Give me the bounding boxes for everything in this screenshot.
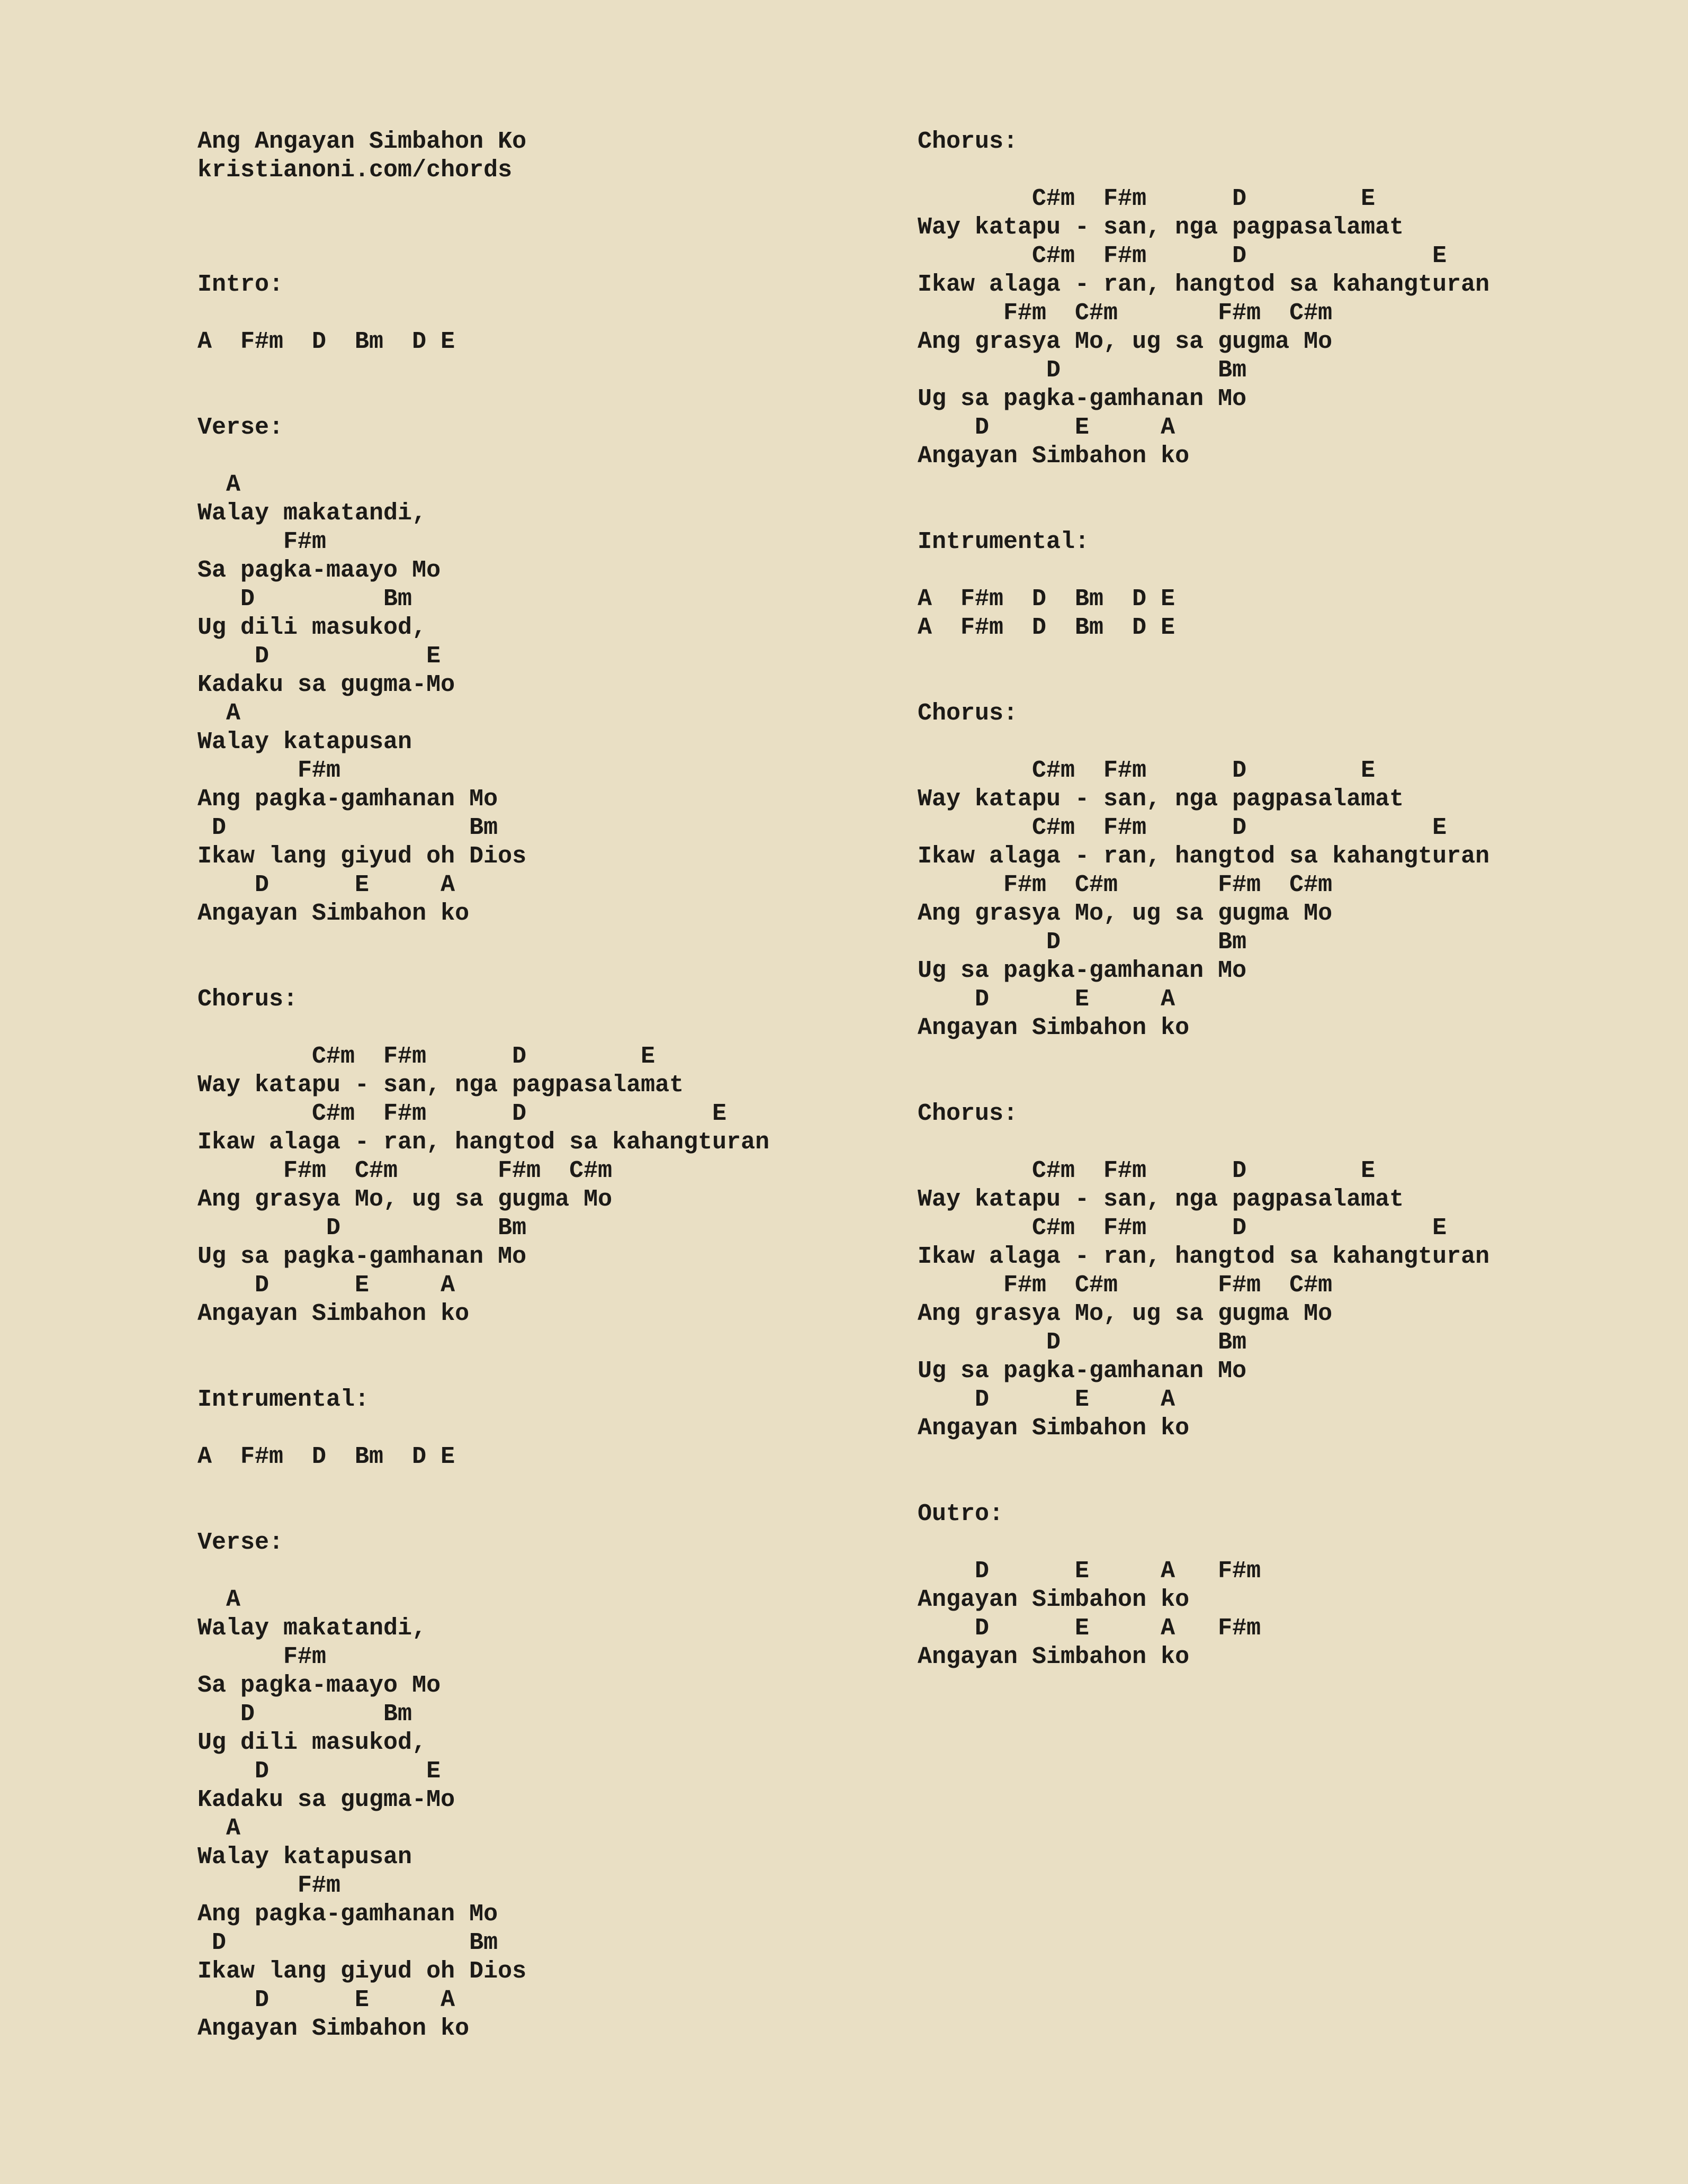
source-url: kristianoni.com/chords (197, 157, 513, 184)
chord-line: D Bm (197, 1929, 498, 1956)
lyric-line: Angayan Simbahon ko (918, 1586, 1190, 1613)
chord-line: A (197, 700, 241, 727)
lyric-line: Walay katapusan (197, 729, 412, 756)
chord-line: D Bm (197, 814, 498, 841)
lyric-line: Walay makatandi, (197, 1615, 427, 1642)
lyric-line: Ikaw alaga - ran, hangtod sa kahangturan (918, 1243, 1490, 1270)
section-heading: Verse: (197, 414, 284, 441)
chord-line: D E A (197, 1987, 455, 2014)
lyric-line: Angayan Simbahon ko (197, 1300, 470, 1327)
lyric-line: Ug dili masukod, (197, 1729, 427, 1756)
chord-line: D E (197, 643, 441, 670)
blank-line (197, 1557, 769, 1586)
lyric-line: Angayan Simbahon ko (197, 2015, 470, 2042)
chord-line: C#m F#m D E (918, 185, 1376, 212)
section-heading: Verse: (197, 1529, 284, 1556)
lyric-line: Ikaw lang giyud oh Dios (197, 843, 527, 870)
chord-line: C#m F#m D E (918, 1157, 1376, 1184)
blank-line (197, 957, 769, 985)
blank-line (197, 356, 769, 385)
blank-line (918, 728, 1489, 757)
lyric-line: Walay makatandi, (197, 500, 427, 527)
section-heading: Chorus: (918, 128, 1018, 155)
section-heading: Intrumental: (918, 528, 1090, 555)
chord-line: D Bm (197, 586, 412, 613)
lyric-line: Ikaw alaga - ran, hangtod sa kahangturan (197, 1129, 770, 1156)
lyric-line: Way katapu - san, nga pagpasalamat (918, 214, 1404, 241)
chord-line: C#m F#m D E (197, 1100, 727, 1127)
blank-line (918, 1529, 1489, 1557)
chord-line: F#m (197, 1872, 341, 1899)
lyric-line: Ang pagka-gamhanan Mo (197, 1901, 498, 1928)
blank-line (197, 1471, 769, 1500)
section-heading: Chorus: (918, 700, 1018, 727)
lyric-line: Walay katapusan (197, 1844, 412, 1871)
blank-line (197, 185, 769, 213)
lyric-line: Ug sa pagka-gamhanan Mo (918, 1358, 1247, 1385)
chord-line: D E A (197, 871, 455, 898)
lyric-line: Ug sa pagka-gamhanan Mo (918, 385, 1247, 412)
chord-line: D Bm (197, 1215, 527, 1242)
blank-line (197, 213, 769, 242)
lyric-line: Kadaku sa gugma-Mo (197, 671, 455, 698)
chord-line: C#m F#m D E (918, 757, 1376, 784)
chord-line: A (197, 1815, 241, 1842)
chord-sheet-right-column (918, 128, 1489, 1671)
blank-line (918, 642, 1489, 671)
chord-line: D Bm (918, 357, 1247, 384)
chord-line: A (197, 471, 241, 498)
chord-line: C#m F#m D E (918, 814, 1447, 841)
blank-line (918, 1443, 1489, 1471)
chord-line: C#m F#m D E (918, 1215, 1447, 1242)
lyric-line: Ug sa pagka-gamhanan Mo (918, 957, 1247, 984)
chord-line: D E (197, 1758, 441, 1785)
section-heading: Intrumental: (197, 1386, 370, 1413)
blank-line (197, 1328, 769, 1357)
blank-line (197, 928, 769, 957)
chord-line: C#m F#m D E (918, 242, 1447, 269)
lyric-line: Way katapu - san, nga pagpasalamat (918, 1186, 1404, 1213)
lyric-line: Way katapu - san, nga pagpasalamat (918, 786, 1404, 813)
blank-line (918, 1071, 1489, 1100)
chord-line: A F#m D Bm D E (197, 1443, 455, 1470)
section-heading: Outro: (918, 1500, 1004, 1527)
lyric-line: Sa pagka-maayo Mo (197, 1672, 441, 1699)
chord-line: D E A (918, 1386, 1175, 1413)
chord-line: A F#m D Bm D E (918, 586, 1175, 613)
lyric-line: Ang grasya Mo, ug sa gugma Mo (918, 1300, 1333, 1327)
chord-line: F#m (197, 528, 327, 555)
blank-line (197, 442, 769, 471)
blank-line (197, 1014, 769, 1042)
chord-line: D Bm (918, 929, 1247, 956)
chord-line: D E A F#m (918, 1615, 1261, 1642)
chord-line: D Bm (197, 1701, 412, 1728)
section-heading: Intro: (197, 271, 284, 298)
chord-line: F#m C#m F#m C#m (918, 300, 1333, 327)
blank-line (918, 471, 1489, 499)
chord-line: F#m (197, 1643, 327, 1670)
lyric-line: Way katapu - san, nga pagpasalamat (197, 1072, 684, 1099)
lyric-line: Angayan Simbahon ko (918, 1643, 1190, 1670)
blank-line (918, 1471, 1489, 1500)
blank-line (197, 299, 769, 328)
blank-line (918, 1128, 1489, 1157)
lyric-line: Ang grasya Mo, ug sa gugma Mo (918, 900, 1333, 927)
section-heading: Chorus: (918, 1100, 1018, 1127)
lyric-line: Angayan Simbahon ko (918, 1014, 1190, 1041)
lyric-line: Sa pagka-maayo Mo (197, 557, 441, 584)
song-title: Ang Angayan Simbahon Ko (197, 128, 527, 155)
lyric-line: Angayan Simbahon ko (918, 1415, 1190, 1442)
blank-line (197, 385, 769, 414)
chord-line: D E A (918, 986, 1175, 1013)
lyric-line: Ikaw alaga - ran, hangtod sa kahangturan (918, 843, 1490, 870)
lyric-line: Ikaw alaga - ran, hangtod sa kahangturan (918, 271, 1490, 298)
chord-line: F#m C#m F#m C#m (918, 1272, 1333, 1299)
lyric-line: Angayan Simbahon ko (197, 900, 470, 927)
chord-line: D E A F#m (918, 1558, 1261, 1585)
section-heading: Chorus: (197, 986, 298, 1013)
lyric-line: Kadaku sa gugma-Mo (197, 1786, 455, 1813)
blank-line (918, 556, 1489, 585)
lyric-line: Angayan Simbahon ko (918, 443, 1190, 470)
chord-line: F#m C#m F#m C#m (197, 1157, 613, 1184)
chord-line: A F#m D Bm D E (918, 614, 1175, 641)
blank-line (918, 156, 1489, 185)
blank-line (197, 242, 769, 271)
blank-line (197, 1500, 769, 1529)
lyric-line: Ug sa pagka-gamhanan Mo (197, 1243, 527, 1270)
chord-line: F#m C#m F#m C#m (918, 871, 1333, 898)
chord-line: D E A (918, 414, 1175, 441)
chord-line: C#m F#m D E (197, 1043, 656, 1070)
blank-line (197, 1357, 769, 1386)
chord-line: A F#m D Bm D E (197, 328, 455, 355)
chord-line: D E A (197, 1272, 455, 1299)
chord-line: A (197, 1586, 241, 1613)
lyric-line: Ikaw lang giyud oh Dios (197, 1958, 527, 1985)
chord-line: F#m (197, 757, 341, 784)
lyric-line: Ang pagka-gamhanan Mo (197, 786, 498, 813)
blank-line (918, 499, 1489, 528)
blank-line (918, 1042, 1489, 1071)
chord-sheet-left-column (197, 128, 769, 2043)
lyric-line: Ug dili masukod, (197, 614, 427, 641)
lyric-line: Ang grasya Mo, ug sa gugma Mo (918, 328, 1333, 355)
lyric-line: Ang grasya Mo, ug sa gugma Mo (197, 1186, 613, 1213)
blank-line (918, 671, 1489, 699)
blank-line (197, 1414, 769, 1443)
chord-line: D Bm (918, 1329, 1247, 1356)
